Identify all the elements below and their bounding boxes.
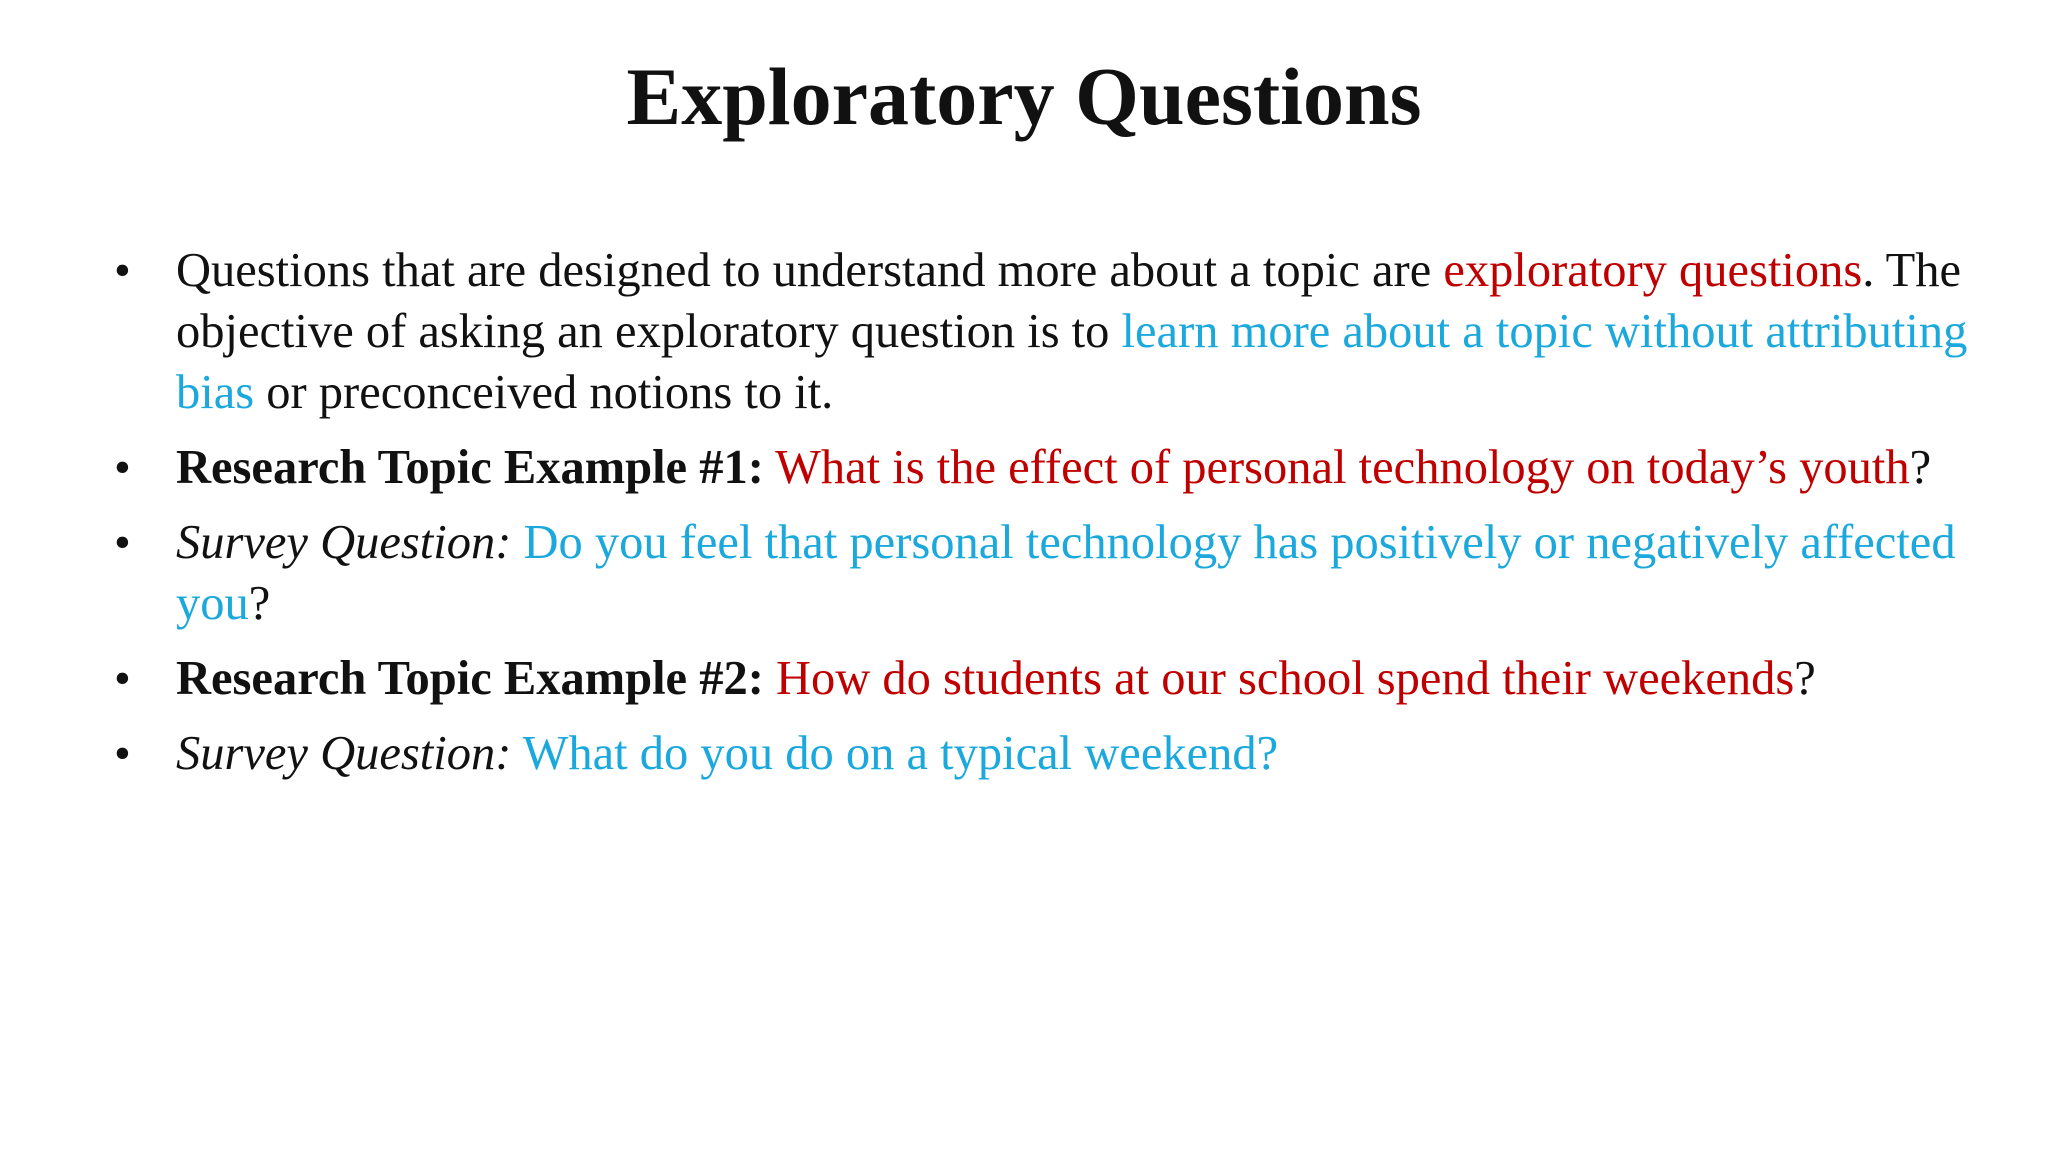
bullet-dot: • — [114, 441, 131, 494]
bullet-item-survey-question-2 — [0, 723, 2048, 784]
definition-text-end: or preconceived notions to it. — [254, 366, 834, 419]
definition-text-middle: . The objective of asking an exploratory question is to — [176, 244, 1962, 358]
question-mark: ? — [1794, 652, 1816, 705]
bullet-dot: • — [114, 652, 131, 705]
research-topic-2-label: Research Topic Example #2: — [176, 652, 764, 705]
bullet-dot: • — [114, 516, 131, 569]
question-mark: ? — [248, 577, 271, 630]
survey-question-1-label: Survey Question: — [176, 516, 512, 569]
bullet-item-definition — [0, 240, 2048, 423]
research-topic-1-label: Research Topic Example #1: — [176, 441, 764, 494]
objective-highlight: learn more about a topic without attributing bias — [176, 305, 1968, 419]
bullet-list — [0, 240, 2048, 798]
bullet-item-research-topic-1 — [0, 437, 2048, 498]
definition-text-intro: Questions that are designed to understand more about a topic are — [176, 244, 1444, 297]
spacer — [764, 652, 776, 705]
survey-question-2-label: Survey Question: — [176, 727, 512, 780]
bullet-dot: • — [114, 727, 131, 780]
bullet-dot: • — [114, 244, 131, 297]
slide-title: Exploratory Questions — [626, 51, 1422, 142]
bullet-item-research-topic-2 — [0, 648, 2048, 709]
spacer — [511, 727, 522, 780]
survey-question-2-text: What do you do on a typical weekend? — [522, 727, 1279, 780]
question-mark: ? — [1909, 441, 1932, 494]
spacer — [511, 516, 523, 569]
survey-question-1-text: Do you feel that personal technology has positively or negatively affected you — [176, 516, 1956, 630]
term-exploratory-questions: exploratory questions — [1443, 244, 1863, 297]
research-topic-2-question: How do students at our school spend their weekends — [775, 652, 1795, 705]
bullet-item-survey-question-1 — [0, 512, 2048, 634]
research-topic-1-question: What is the effect of personal technology on today’s youth — [775, 441, 1910, 494]
spacer — [764, 441, 775, 494]
